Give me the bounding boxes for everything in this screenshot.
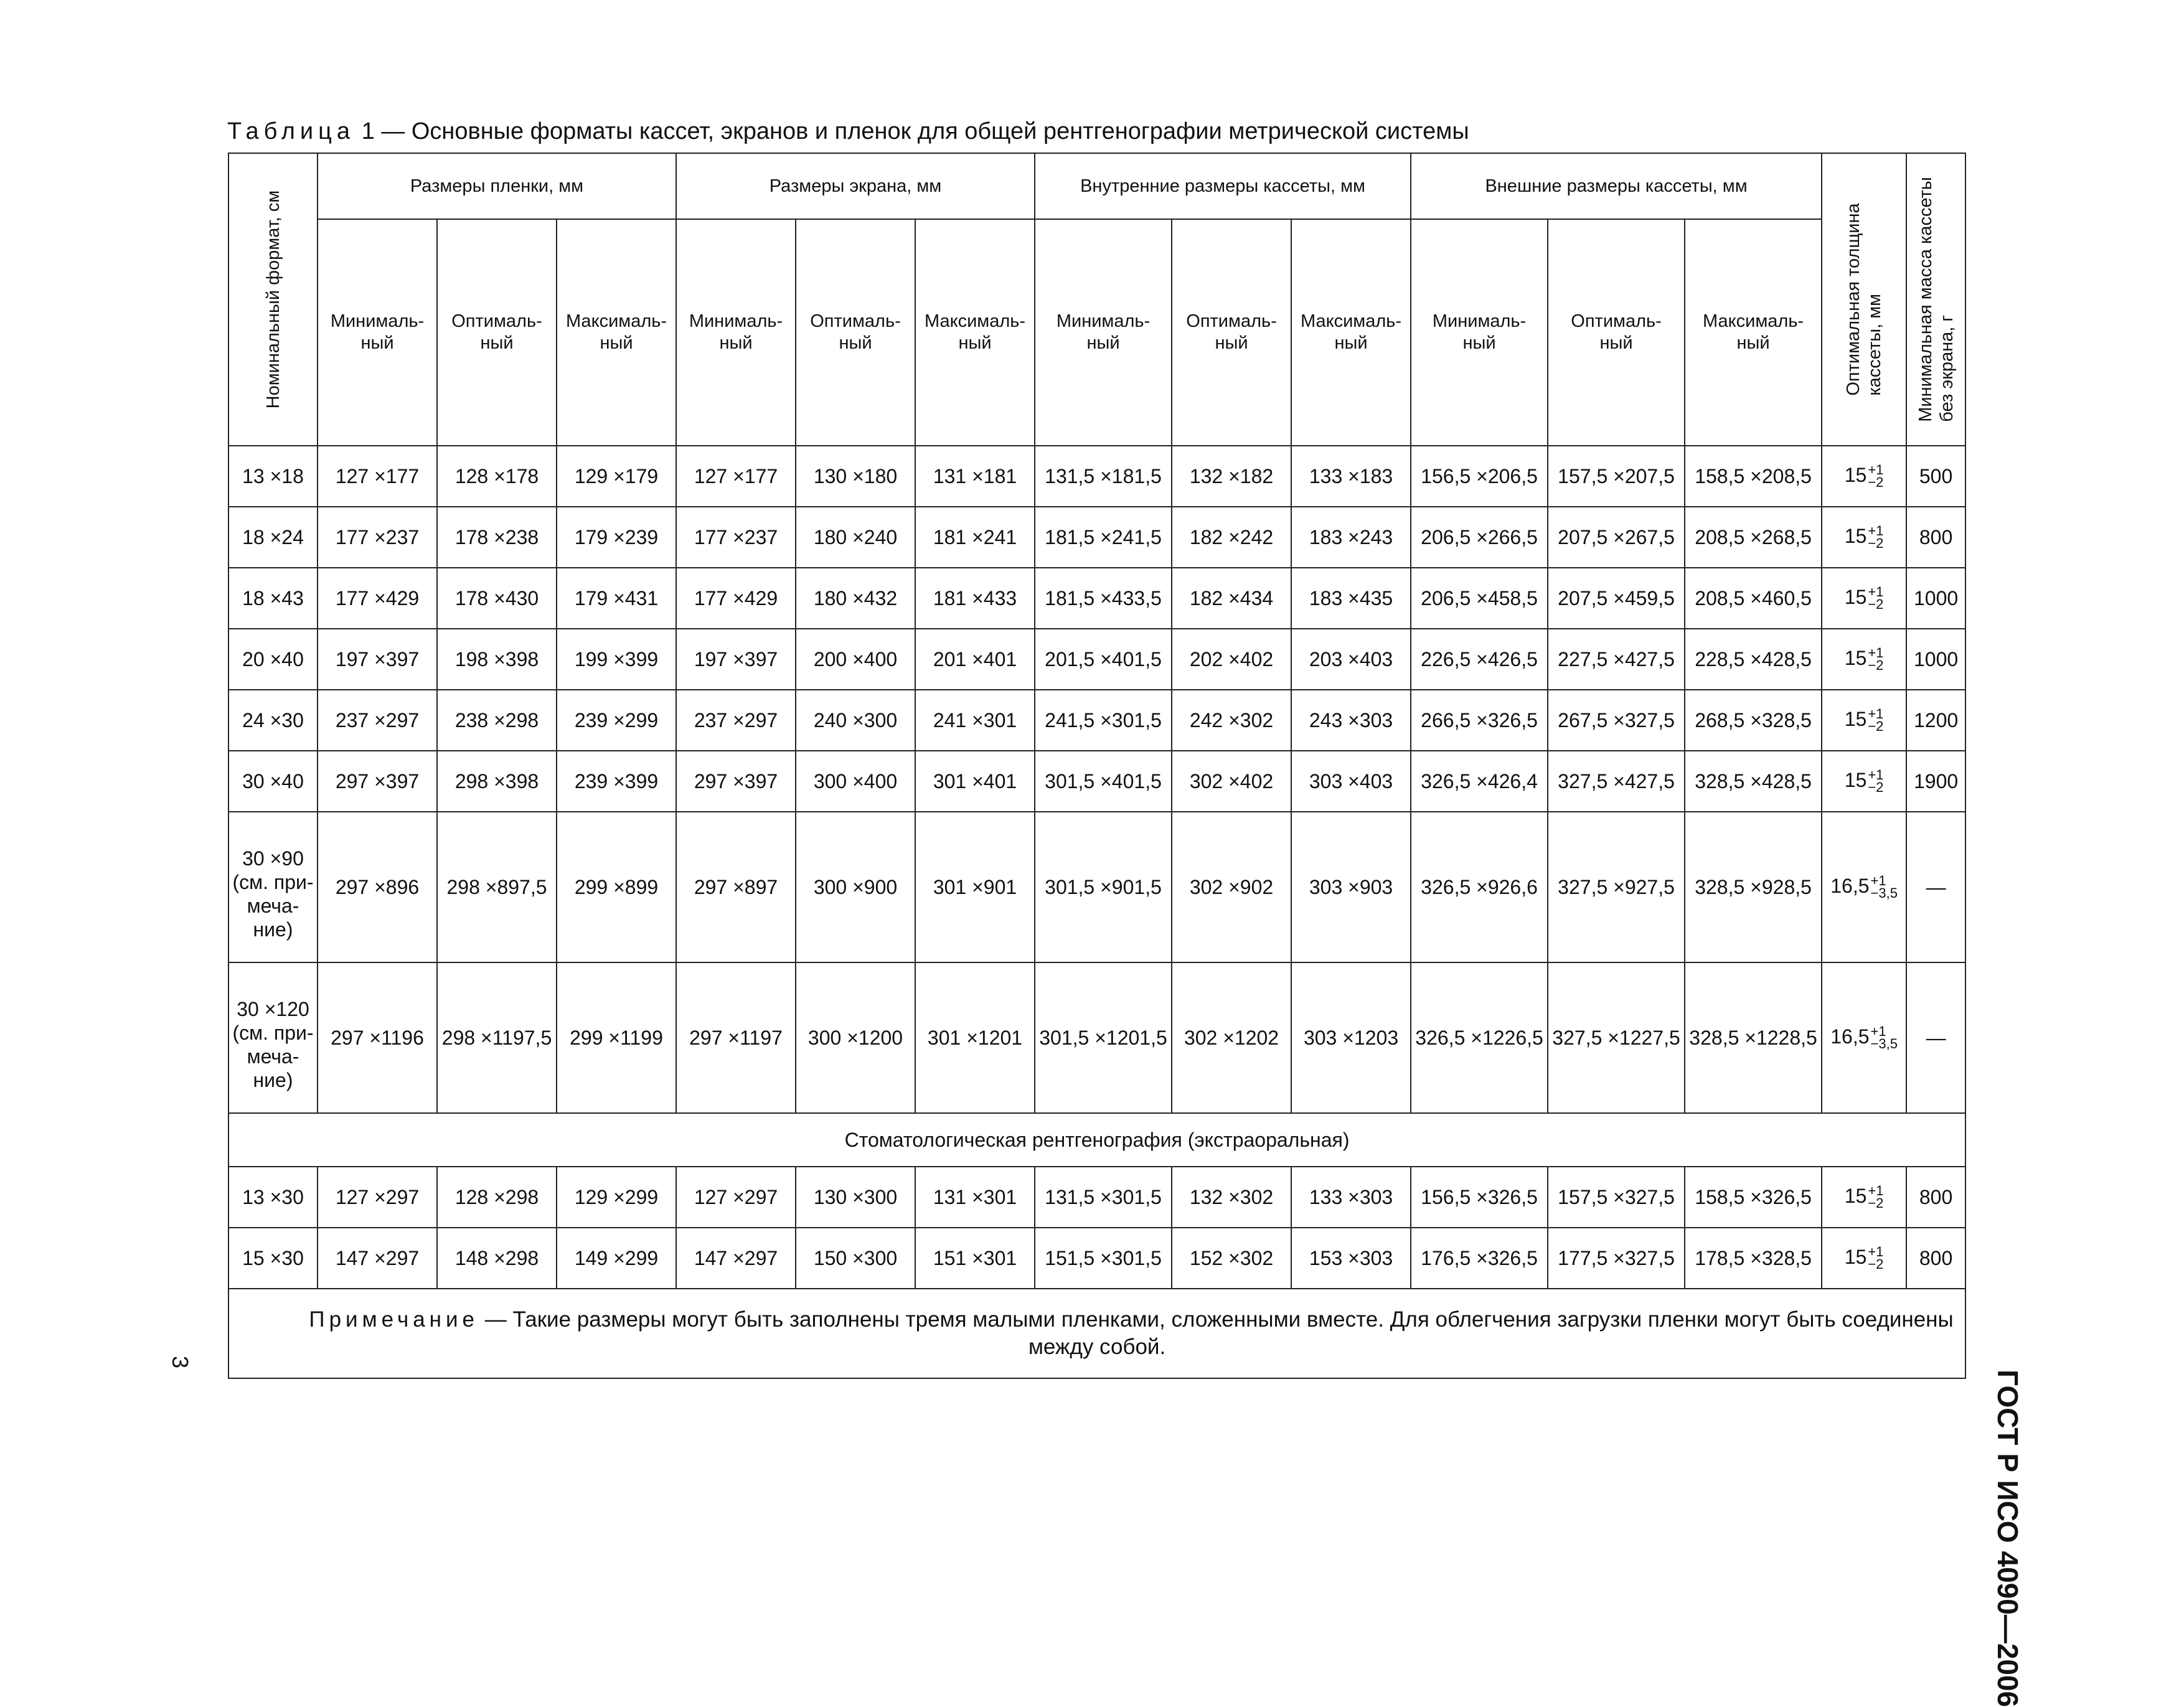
inner-size-cell: 241,5 ×301,5 [1035, 690, 1172, 751]
outer-size-cell: 327,5 ×427,5 [1548, 751, 1685, 812]
inner-size-cell: 243 ×303 [1291, 690, 1411, 751]
header-screen: Размеры экрана, мм [676, 153, 1035, 219]
table-row [228, 629, 1965, 690]
film-size-cell: 298 ×398 [437, 751, 557, 812]
inner-size-cell: 202 ×402 [1172, 629, 1291, 690]
film-size-cell: 237 ×297 [318, 690, 437, 751]
mass-cell: — [1906, 812, 1965, 962]
screen-size-cell: 301 ×1201 [915, 962, 1035, 1113]
screen-size-cell: 147 ×297 [676, 1228, 796, 1289]
film-size-cell: 238 ×298 [437, 690, 557, 751]
outer-size-cell: 207,5 ×267,5 [1548, 507, 1685, 568]
subheader-max: Максималь- ный [1685, 219, 1822, 446]
subheader-opt: Оптималь- ный [437, 219, 557, 446]
thickness-cell: 15 +1 −2 [1822, 629, 1906, 690]
mass-cell: 800 [1906, 507, 1965, 568]
outer-size-cell: 328,5 ×1228,5 [1685, 962, 1822, 1113]
table-row [228, 962, 1965, 1113]
outer-size-cell: 158,5 ×208,5 [1685, 446, 1822, 507]
outer-size-cell: 158,5 ×326,5 [1685, 1167, 1822, 1228]
note-row [228, 1289, 1965, 1378]
screen-size-cell: 177 ×237 [676, 507, 796, 568]
inner-size-cell: 303 ×903 [1291, 812, 1411, 962]
screen-size-cell: 127 ×297 [676, 1167, 796, 1228]
thickness-cell: 15 +1 −2 [1822, 568, 1906, 629]
screen-size-cell: 300 ×400 [796, 751, 915, 812]
mass-cell: 1200 [1906, 690, 1965, 751]
format-cell: 13 ×18 [228, 446, 318, 507]
film-size-cell: 179 ×431 [557, 568, 676, 629]
format-cell: 18 ×43 [228, 568, 318, 629]
page-number: 3 [167, 1356, 193, 1369]
inner-size-cell: 201,5 ×401,5 [1035, 629, 1172, 690]
inner-size-cell: 152 ×302 [1172, 1228, 1291, 1289]
inner-size-cell: 153 ×303 [1291, 1228, 1411, 1289]
screen-size-cell: 180 ×432 [796, 568, 915, 629]
screen-size-cell: 180 ×240 [796, 507, 915, 568]
table-row [228, 446, 1965, 507]
film-size-cell: 198 ×398 [437, 629, 557, 690]
table-row [228, 507, 1965, 568]
inner-size-cell: 302 ×902 [1172, 812, 1291, 962]
film-size-cell: 297 ×397 [318, 751, 437, 812]
inner-size-cell: 203 ×403 [1291, 629, 1411, 690]
header-inner: Внутренние размеры кассеты, мм [1035, 153, 1411, 219]
header-thickness: Оптимальная толщина кассеты, мм [1822, 153, 1906, 446]
subheader-max: Максималь- ный [1291, 219, 1411, 446]
subheader-min: Минималь- ный [318, 219, 437, 446]
screen-size-cell: 131 ×301 [915, 1167, 1035, 1228]
screen-size-cell: 130 ×180 [796, 446, 915, 507]
outer-size-cell: 208,5 ×268,5 [1685, 507, 1822, 568]
film-size-cell: 147 ×297 [318, 1228, 437, 1289]
table-row [228, 751, 1965, 812]
header-nominal: Номинальный формат, см [228, 153, 318, 446]
outer-size-cell: 266,5 ×326,5 [1411, 690, 1548, 751]
outer-size-cell: 156,5 ×326,5 [1411, 1167, 1548, 1228]
mass-cell: 800 [1906, 1228, 1965, 1289]
screen-size-cell: 300 ×1200 [796, 962, 915, 1113]
outer-size-cell: 326,5 ×926,6 [1411, 812, 1548, 962]
caption-label: Таблица [227, 118, 355, 144]
header-film: Размеры пленки, мм [318, 153, 676, 219]
outer-size-cell: 328,5 ×428,5 [1685, 751, 1822, 812]
film-size-cell: 298 ×1197,5 [437, 962, 557, 1113]
note-label: Примечание [309, 1307, 479, 1332]
inner-size-cell: 181,5 ×241,5 [1035, 507, 1172, 568]
screen-size-cell: 181 ×433 [915, 568, 1035, 629]
inner-size-cell: 132 ×182 [1172, 446, 1291, 507]
screen-size-cell: 300 ×900 [796, 812, 915, 962]
outer-size-cell: 226,5 ×426,5 [1411, 629, 1548, 690]
mass-cell: 1000 [1906, 629, 1965, 690]
format-cell: 30 ×120 (см. при- меча- ние) [228, 962, 318, 1113]
mass-cell: 800 [1906, 1167, 1965, 1228]
inner-size-cell: 303 ×1203 [1291, 962, 1411, 1113]
film-size-cell: 149 ×299 [557, 1228, 676, 1289]
screen-size-cell: 240 ×300 [796, 690, 915, 751]
table-note [228, 1289, 1965, 1378]
film-size-cell: 199 ×399 [557, 629, 676, 690]
film-size-cell: 297 ×896 [318, 812, 437, 962]
screen-size-cell: 131 ×181 [915, 446, 1035, 507]
screen-size-cell: 297 ×1197 [676, 962, 796, 1113]
note-text: — Такие размеры могут быть заполнены тремя малыми пленками, сложенными вместе. Для облегчения загрузки пленки могут быть соединены между собой. [484, 1307, 1954, 1359]
inner-size-cell: 151,5 ×301,5 [1035, 1228, 1172, 1289]
subheader-min: Минималь- ный [1411, 219, 1548, 446]
inner-size-cell: 133 ×303 [1291, 1167, 1411, 1228]
table-caption [227, 118, 1469, 145]
outer-size-cell: 178,5 ×328,5 [1685, 1228, 1822, 1289]
thickness-cell: 15 +1 −2 [1822, 446, 1906, 507]
inner-size-cell: 181,5 ×433,5 [1035, 568, 1172, 629]
mass-cell: 1900 [1906, 751, 1965, 812]
outer-size-cell: 177,5 ×327,5 [1548, 1228, 1685, 1289]
mass-cell: 500 [1906, 446, 1965, 507]
table-row [228, 690, 1965, 751]
inner-size-cell: 302 ×1202 [1172, 962, 1291, 1113]
subheader-min: Минималь- ный [1035, 219, 1172, 446]
film-size-cell: 178 ×238 [437, 507, 557, 568]
screen-size-cell: 127 ×177 [676, 446, 796, 507]
format-cell: 18 ×24 [228, 507, 318, 568]
outer-size-cell: 157,5 ×207,5 [1548, 446, 1685, 507]
film-size-cell: 128 ×298 [437, 1167, 557, 1228]
screen-size-cell: 200 ×400 [796, 629, 915, 690]
screen-size-cell: 197 ×397 [676, 629, 796, 690]
inner-size-cell: 183 ×243 [1291, 507, 1411, 568]
document-title: ГОСТ Р ИСО 4090—2006 [1992, 1370, 2024, 1707]
screen-size-cell: 297 ×397 [676, 751, 796, 812]
caption-text: — Основные форматы кассет, экранов и пленок для общей рентгенографии метрической системы [381, 118, 1469, 144]
mass-cell: — [1906, 962, 1965, 1113]
formats-table [228, 153, 1966, 1379]
mass-cell: 1000 [1906, 568, 1965, 629]
screen-size-cell: 301 ×401 [915, 751, 1035, 812]
outer-size-cell: 326,5 ×426,4 [1411, 751, 1548, 812]
film-size-cell: 127 ×297 [318, 1167, 437, 1228]
film-size-cell: 178 ×430 [437, 568, 557, 629]
film-size-cell: 299 ×1199 [557, 962, 676, 1113]
format-cell: 30 ×90 (см. при- меча- ние) [228, 812, 318, 962]
subheader-max: Максималь- ный [557, 219, 676, 446]
film-size-cell: 197 ×397 [318, 629, 437, 690]
header-mass: Минимальная масса кассеты без экрана, г [1906, 153, 1965, 446]
film-size-cell: 239 ×299 [557, 690, 676, 751]
inner-size-cell: 182 ×242 [1172, 507, 1291, 568]
screen-size-cell: 177 ×429 [676, 568, 796, 629]
subheader-opt: Оптималь- ный [1172, 219, 1291, 446]
outer-size-cell: 326,5 ×1226,5 [1411, 962, 1548, 1113]
outer-size-cell: 207,5 ×459,5 [1548, 568, 1685, 629]
table-row [228, 568, 1965, 629]
film-size-cell: 177 ×237 [318, 507, 437, 568]
screen-size-cell: 241 ×301 [915, 690, 1035, 751]
inner-size-cell: 303 ×403 [1291, 751, 1411, 812]
format-cell: 30 ×40 [228, 751, 318, 812]
inner-size-cell: 301,5 ×1201,5 [1035, 962, 1172, 1113]
inner-size-cell: 131,5 ×181,5 [1035, 446, 1172, 507]
outer-size-cell: 228,5 ×428,5 [1685, 629, 1822, 690]
thickness-cell: 16,5 +1 −3,5 [1822, 962, 1906, 1113]
screen-size-cell: 297 ×897 [676, 812, 796, 962]
header-outer: Внешние размеры кассеты, мм [1411, 153, 1822, 219]
thickness-cell: 15 +1 −2 [1822, 751, 1906, 812]
screen-size-cell: 181 ×241 [915, 507, 1035, 568]
inner-size-cell: 183 ×435 [1291, 568, 1411, 629]
outer-size-cell: 156,5 ×206,5 [1411, 446, 1548, 507]
film-size-cell: 179 ×239 [557, 507, 676, 568]
format-cell: 24 ×30 [228, 690, 318, 751]
outer-size-cell: 176,5 ×326,5 [1411, 1228, 1548, 1289]
film-size-cell: 299 ×899 [557, 812, 676, 962]
thickness-cell: 15 +1 −2 [1822, 1228, 1906, 1289]
outer-size-cell: 206,5 ×266,5 [1411, 507, 1548, 568]
outer-size-cell: 227,5 ×427,5 [1548, 629, 1685, 690]
screen-size-cell: 301 ×901 [915, 812, 1035, 962]
film-size-cell: 177 ×429 [318, 568, 437, 629]
inner-size-cell: 242 ×302 [1172, 690, 1291, 751]
inner-size-cell: 302 ×402 [1172, 751, 1291, 812]
screen-size-cell: 201 ×401 [915, 629, 1035, 690]
table-row [228, 812, 1965, 962]
outer-size-cell: 206,5 ×458,5 [1411, 568, 1548, 629]
table-row [228, 1228, 1965, 1289]
thickness-cell: 16,5 +1 −3,5 [1822, 812, 1906, 962]
screen-size-cell: 130 ×300 [796, 1167, 915, 1228]
subheader-opt: Оптималь- ный [1548, 219, 1685, 446]
outer-size-cell: 267,5 ×327,5 [1548, 690, 1685, 751]
table-row [228, 1167, 1965, 1228]
inner-size-cell: 133 ×183 [1291, 446, 1411, 507]
format-cell: 20 ×40 [228, 629, 318, 690]
format-cell: 13 ×30 [228, 1167, 318, 1228]
outer-size-cell: 327,5 ×1227,5 [1548, 962, 1685, 1113]
section-title: Стоматологическая рентгенография (экстраоральная) [228, 1113, 1965, 1167]
inner-size-cell: 131,5 ×301,5 [1035, 1167, 1172, 1228]
subheader-max: Максималь- ный [915, 219, 1035, 446]
outer-size-cell: 327,5 ×927,5 [1548, 812, 1685, 962]
film-size-cell: 298 ×897,5 [437, 812, 557, 962]
film-size-cell: 148 ×298 [437, 1228, 557, 1289]
thickness-cell: 15 +1 −2 [1822, 507, 1906, 568]
subheader-min: Минималь- ный [676, 219, 796, 446]
screen-size-cell: 150 ×300 [796, 1228, 915, 1289]
outer-size-cell: 328,5 ×928,5 [1685, 812, 1822, 962]
inner-size-cell: 301,5 ×901,5 [1035, 812, 1172, 962]
film-size-cell: 128 ×178 [437, 446, 557, 507]
subheader-opt: Оптималь- ный [796, 219, 915, 446]
screen-size-cell: 237 ×297 [676, 690, 796, 751]
screen-size-cell: 151 ×301 [915, 1228, 1035, 1289]
format-cell: 15 ×30 [228, 1228, 318, 1289]
film-size-cell: 297 ×1196 [318, 962, 437, 1113]
outer-size-cell: 268,5 ×328,5 [1685, 690, 1822, 751]
caption-number: 1 [361, 118, 375, 144]
film-size-cell: 129 ×299 [557, 1167, 676, 1228]
inner-size-cell: 301,5 ×401,5 [1035, 751, 1172, 812]
thickness-cell: 15 +1 −2 [1822, 1167, 1906, 1228]
inner-size-cell: 132 ×302 [1172, 1167, 1291, 1228]
outer-size-cell: 208,5 ×460,5 [1685, 568, 1822, 629]
section-row [228, 1113, 1965, 1167]
film-size-cell: 239 ×399 [557, 751, 676, 812]
film-size-cell: 127 ×177 [318, 446, 437, 507]
thickness-cell: 15 +1 −2 [1822, 690, 1906, 751]
outer-size-cell: 157,5 ×327,5 [1548, 1167, 1685, 1228]
inner-size-cell: 182 ×434 [1172, 568, 1291, 629]
film-size-cell: 129 ×179 [557, 446, 676, 507]
